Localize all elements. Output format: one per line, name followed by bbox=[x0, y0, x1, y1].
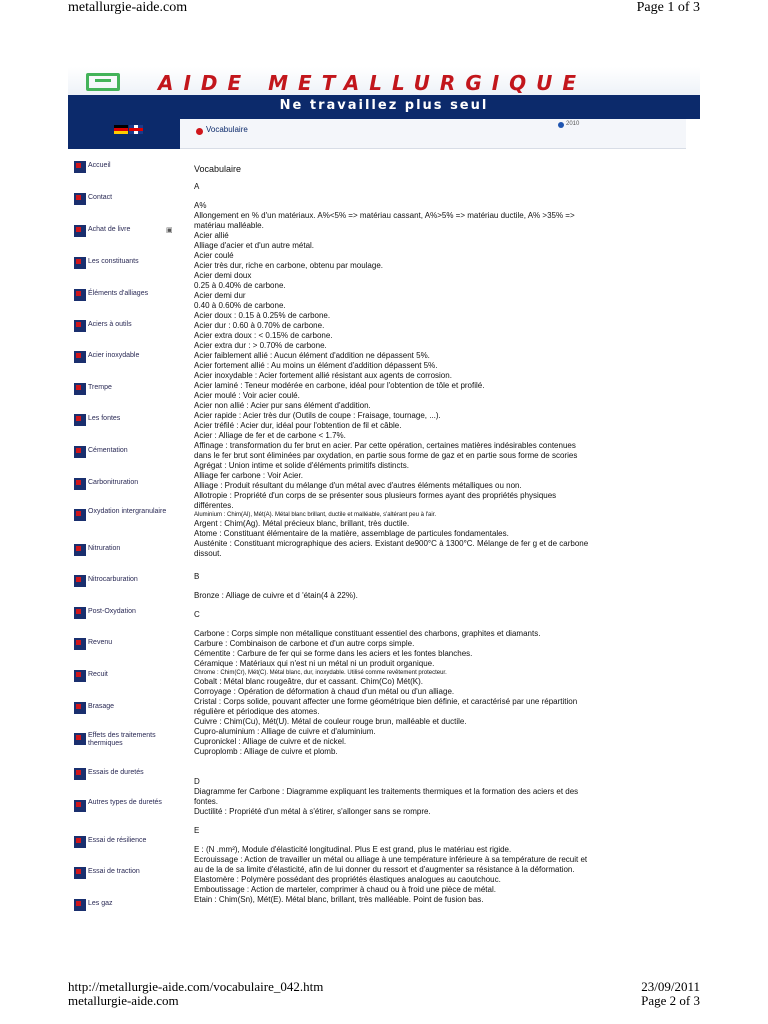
menu-bullet-icon bbox=[74, 544, 86, 556]
definition-line: Acier fortement allié : Au moins un élément d'addition dépassent 5%. bbox=[194, 361, 438, 370]
definition-line: Cuivre : Chim(Cu), Mét(U). Métal de couleur rouge brun, malléable et ductile. bbox=[194, 717, 467, 726]
definition-line: A% bbox=[194, 201, 207, 210]
section-b-entries bbox=[194, 591, 594, 601]
definition-line: Cuproplomb : Alliage de cuivre et plomb. bbox=[194, 747, 338, 756]
menu-bullet-icon bbox=[74, 257, 86, 269]
sidebar-item-recuit[interactable] bbox=[74, 669, 184, 685]
sidebar-item-essai-resilience[interactable] bbox=[74, 835, 184, 851]
definition-line: Argent : Chim(Ag). Métal précieux blanc, brillant, très ductile. bbox=[194, 519, 410, 528]
definition-line: Austénite : Constituant micrographique des aciers. Existant de900°C à 1300°C. Mélange de fer g et de carbone dissout. bbox=[194, 539, 589, 558]
definition-line: Acier moulé : Voir acier coulé. bbox=[194, 391, 300, 400]
definition-line: Cémentite : Carbure de fer qui se forme dans les aciers et les fontes blanches. bbox=[194, 649, 473, 658]
definition-line: Acier faiblement allié : Aucun élément d'addition ne dépassent 5%. bbox=[194, 351, 430, 360]
menu-bullet-icon bbox=[74, 351, 86, 363]
section-letter-c: C bbox=[194, 610, 200, 619]
menu-bullet-icon bbox=[74, 702, 86, 714]
sidebar-item-label: Nitrocarburation bbox=[88, 576, 138, 583]
definition-line: Acier tréfilé : Acier dur, idéal pour l'obtention de fil et câble. bbox=[194, 421, 402, 430]
sidebar-item-label: Post-Oxydation bbox=[88, 608, 136, 615]
section-e-entries bbox=[194, 845, 594, 905]
definition-line: Diagramme fer Carbone : Diagramme expliquant les traitements thermiques et la formation des aciers et des fontes. bbox=[194, 787, 579, 806]
sidebar-item-label: Revenu bbox=[88, 639, 113, 646]
page-title: Vocabulaire bbox=[194, 164, 242, 174]
definition-line: Carbone : Corps simple non métallique constituant essentiel des charbons, graphites et diamants. bbox=[194, 629, 541, 638]
menu-bullet-icon bbox=[74, 446, 86, 458]
sidebar-item-label: Les fontes bbox=[88, 415, 121, 422]
definition-line: Acier doux : 0.15 à 0.25% de carbone. bbox=[194, 311, 331, 320]
german-flag-icon[interactable] bbox=[114, 125, 128, 134]
sidebar-item-label: Cémentation bbox=[88, 447, 128, 454]
menu-bullet-icon bbox=[74, 899, 86, 911]
sidebar-item-carbonitruration[interactable] bbox=[74, 477, 184, 493]
print-footer-site: metallurgie-aide.com bbox=[68, 993, 179, 1008]
sidebar-item-label: Oxydation intergranulaire bbox=[88, 508, 167, 515]
definition-line: Acier demi doux bbox=[194, 271, 252, 280]
menu-bullet-icon bbox=[74, 161, 86, 173]
definition-line: 0.25 à 0.40% de carbone. bbox=[194, 281, 286, 290]
definition-line: Etain : Chim(Sn), Mét(E). Métal blanc, brillant, très malléable. Point de fusion bas. bbox=[194, 895, 484, 904]
definition-line: Atome : Constituant élémentaire de la matière, assemblage de particules fondamentales. bbox=[194, 529, 509, 538]
definition-line: Chrome : Chim(Cr), Mét(C). Métal blanc, dur, inoxydable. Utilisé comme revêtement protecteur. bbox=[194, 670, 447, 676]
print-header-page: Page 1 of 3 bbox=[636, 0, 700, 15]
definition-line: Acier allié bbox=[194, 231, 229, 240]
copyright-icon bbox=[558, 122, 564, 128]
english-flag-icon[interactable] bbox=[129, 125, 143, 134]
section-c-entries-continued bbox=[194, 677, 594, 757]
site-logo-icon[interactable] bbox=[86, 73, 120, 91]
definition-line: Allotropie : Propriété d'un corps de se présenter sous plusieurs formes ayant des propriétés physiques différentes. bbox=[194, 491, 557, 510]
definition-line: Acier coulé bbox=[194, 251, 234, 260]
sidebar-item-aciers-outils[interactable] bbox=[74, 319, 184, 335]
sidebar-item-trempe[interactable] bbox=[74, 382, 184, 398]
definition-line: Ecrouissage : Action de travailler un métal ou alliage à une température inférieure à sa température de recuit et au de la de sa limite d'élasticité, afin de lui donner du ressort et d'augmenter sa résistance à la déformation. bbox=[194, 855, 588, 874]
definition-line: Allongement en % d'un matériaux. A%<5% => matériau cassant, A%>5% => matériau ductile, A% >35% => matériau malléable. bbox=[194, 211, 575, 230]
menu-bullet-icon bbox=[74, 670, 86, 682]
definition-line: Acier laminé : Teneur modérée en carbone, idéal pour l'obtention de tôle et profilé. bbox=[194, 381, 485, 390]
section-c-entries bbox=[194, 629, 594, 669]
sidebar-item-label: Éléments d'alliages bbox=[88, 290, 149, 297]
section-letter-b: B bbox=[194, 572, 200, 581]
print-footer bbox=[68, 980, 700, 1008]
definition-line: Acier : Alliage de fer et de carbone < 1.7%. bbox=[194, 431, 346, 440]
breadcrumb-bullet-icon bbox=[196, 128, 203, 135]
section-letter-d: D bbox=[194, 777, 200, 786]
sidebar-item-elements-alliages[interactable] bbox=[74, 288, 184, 304]
menu-bullet-icon bbox=[74, 193, 86, 205]
definition-line: Acier rapide : Acier très dur (Outils de coupe : Fraisage, tournage, ...). bbox=[194, 411, 441, 420]
definition-line: Cristal : Corps solide, pouvant affecter une forme géométrique bien définie, et caractérisé par une répartition régulière et périodique des atomes. bbox=[194, 697, 578, 716]
sidebar-item-les-fontes[interactable] bbox=[74, 413, 184, 429]
banner-title: AIDE METALLURGIQUE bbox=[158, 71, 587, 95]
section-letter-e: E bbox=[194, 826, 200, 835]
sidebar-item-label: Essais de duretés bbox=[88, 769, 144, 776]
definition-line: Acier non allié : Acier pur sans élément d'addition. bbox=[194, 401, 371, 410]
definition-line: Corroyage : Opération de déformation à chaud d'un métal ou d'un alliage. bbox=[194, 687, 455, 696]
breadcrumb bbox=[180, 119, 686, 149]
definition-line: Acier dur : 0.60 à 0.70% de carbone. bbox=[194, 321, 325, 330]
language-selector bbox=[68, 119, 180, 149]
sidebar-item-les-constituants[interactable] bbox=[74, 256, 184, 272]
definition-line: E : (N .mm²), Module d'élasticité longitudinal. Plus E est grand, plus le matériau est rigide. bbox=[194, 845, 512, 854]
menu-bullet-icon bbox=[74, 836, 86, 848]
definition-line: Acier demi dur bbox=[194, 291, 246, 300]
sidebar-item-label: Les gaz bbox=[88, 900, 113, 907]
print-footer-date: 23/09/2011 bbox=[641, 979, 700, 994]
section-a-entries bbox=[194, 201, 594, 511]
menu-bullet-icon bbox=[74, 733, 86, 745]
definition-line: Cupro-aluminium : Alliage de cuivre et d'aluminium. bbox=[194, 727, 376, 736]
sidebar-item-brasage[interactable] bbox=[74, 701, 184, 717]
definition-line: 0.40 à 0.60% de carbone. bbox=[194, 301, 286, 310]
menu-bullet-icon bbox=[74, 289, 86, 301]
sidebar-item-label: Acier inoxydable bbox=[88, 352, 140, 359]
sidebar-item-label: Aciers à outils bbox=[88, 321, 132, 328]
definition-line: Alliage d'acier et d'un autre métal. bbox=[194, 241, 315, 250]
sidebar-item-essai-traction[interactable] bbox=[74, 866, 184, 882]
breadcrumb-label[interactable]: Vocabulaire bbox=[206, 125, 248, 134]
sidebar-item-label: Autres types de duretés bbox=[88, 799, 162, 806]
sidebar-item-acier-inoxydable[interactable] bbox=[74, 350, 184, 366]
definition-line: Carbure : Combinaison de carbone et d'un autre corps simple. bbox=[194, 639, 415, 648]
sidebar-item-accueil[interactable] bbox=[74, 160, 184, 176]
sidebar-item-oxydation-intergranulaire[interactable] bbox=[74, 508, 184, 528]
definition-line: Alliage fer carbone : Voir Acier. bbox=[194, 471, 303, 480]
sidebar-item-label: Effets des traitements thermiques bbox=[88, 732, 156, 747]
menu-bullet-icon bbox=[74, 509, 86, 521]
definition-line: Céramique : Matériaux qui n'est ni un métal ni un produit organique. bbox=[194, 659, 435, 668]
sidebar-item-achat-de-livre[interactable] bbox=[74, 224, 184, 240]
sidebar-item-effets-traitements[interactable] bbox=[74, 732, 184, 752]
definition-line: Acier extra doux : < 0.15% de carbone. bbox=[194, 331, 333, 340]
sidebar-item-label: Contact bbox=[88, 194, 113, 201]
menu-bullet-icon bbox=[74, 225, 86, 237]
top-navbar bbox=[68, 119, 686, 149]
sidebar-item-label: Essai de traction bbox=[88, 868, 140, 875]
copyright-year: 2010 bbox=[566, 121, 580, 127]
menu-bullet-icon bbox=[74, 575, 86, 587]
print-header bbox=[68, 0, 700, 22]
definition-line: Bronze : Alliage de cuivre et d 'étain(4 à 22%). bbox=[194, 591, 358, 600]
sidebar-item-essais-durete[interactable] bbox=[74, 767, 184, 783]
sidebar-item-contact[interactable] bbox=[74, 192, 184, 208]
menu-bullet-icon bbox=[74, 607, 86, 619]
sidebar-item-post-oxydation[interactable] bbox=[74, 606, 184, 622]
submenu-arrow-icon: ▣ bbox=[166, 227, 173, 234]
print-footer-url: http://metallurgie-aide.com/vocabulaire_042.htm bbox=[68, 979, 324, 994]
sidebar-item-autres-durete[interactable] bbox=[74, 799, 184, 819]
sidebar-item-label: Brasage bbox=[88, 703, 115, 710]
menu-bullet-icon bbox=[74, 414, 86, 426]
sidebar-item-les-gaz[interactable] bbox=[74, 898, 184, 914]
definition-line: Emboutissage : Action de marteler, comprimer à chaud ou à froid une pièce de métal. bbox=[194, 885, 496, 894]
definition-line: Cobalt : Métal blanc rougeâtre, dur et cassant. Chim(Co) Mét(K). bbox=[194, 677, 423, 686]
definition-line: Aluminium : Chim(Al), Mét(A). Métal blanc brillant, ductile et malléable, s'altérant peu à l'air. bbox=[194, 512, 437, 518]
print-header-site: metallurgie-aide.com bbox=[68, 0, 188, 15]
site-banner bbox=[68, 67, 700, 119]
menu-bullet-icon bbox=[74, 638, 86, 650]
sidebar-item-cementation[interactable] bbox=[74, 445, 184, 461]
menu-bullet-icon bbox=[74, 800, 86, 812]
section-letter-a: A bbox=[194, 182, 200, 191]
banner-slogan: Ne travaillez plus seul bbox=[279, 98, 489, 113]
sidebar-item-label: Nitruration bbox=[88, 545, 121, 552]
sidebar-item-label: Recuit bbox=[88, 671, 108, 678]
menu-bullet-icon bbox=[74, 383, 86, 395]
sidebar-item-label: Les constituants bbox=[88, 258, 139, 265]
menu-bullet-icon bbox=[74, 867, 86, 879]
definition-line: Alliage : Produit résultant du mélange d'un métal avec d'autres éléments métalliques ou non. bbox=[194, 481, 522, 490]
menu-bullet-icon bbox=[74, 320, 86, 332]
sidebar-item-label: Essai de résilience bbox=[88, 837, 147, 844]
definition-line: Acier extra dur : > 0.70% de carbone. bbox=[194, 341, 327, 350]
definition-line: Acier inoxydable : Acier fortement allié résistant aux agents de corrosion. bbox=[194, 371, 452, 380]
definition-line: Affinage : transformation du fer brut en acier. Par cette opération, certaines matières indésirables contenues dans le fer brut sont éliminées par oxydation, en partie sous forme de gaz et en partie sous forme de scories bbox=[194, 441, 578, 460]
definition-line: Agrégat : Union intime et solide d'éléments primitifs distincts. bbox=[194, 461, 409, 470]
sidebar-item-label: Trempe bbox=[88, 384, 112, 391]
menu-bullet-icon bbox=[74, 768, 86, 780]
sidebar-item-label: Carbonitruration bbox=[88, 479, 139, 486]
sidebar-item-label: Accueil bbox=[88, 162, 111, 169]
sidebar-item-nitruration[interactable] bbox=[74, 543, 184, 559]
sidebar-item-label: Achat de livre bbox=[88, 226, 131, 233]
definition-line: Ductilité : Propriété d'un métal à s'étirer, s'allonger sans se rompre. bbox=[194, 807, 431, 816]
print-footer-page: Page 2 of 3 bbox=[641, 993, 700, 1008]
sidebar-item-revenu[interactable] bbox=[74, 637, 184, 653]
menu-bullet-icon bbox=[74, 478, 86, 490]
section-a-entries-continued bbox=[194, 519, 594, 559]
vocabulary-content bbox=[194, 164, 594, 905]
section-d-entries bbox=[194, 787, 594, 817]
definition-line: Cupronickel : Alliage de cuivre et de nickel. bbox=[194, 737, 347, 746]
definition-line: Acier très dur, riche en carbone, obtenu par moulage. bbox=[194, 261, 383, 270]
definition-line: Elastomère : Polymère possédant des propriétés élastiques analogues au caoutchouc. bbox=[194, 875, 501, 884]
sidebar-item-nitrocarburation[interactable] bbox=[74, 574, 184, 590]
